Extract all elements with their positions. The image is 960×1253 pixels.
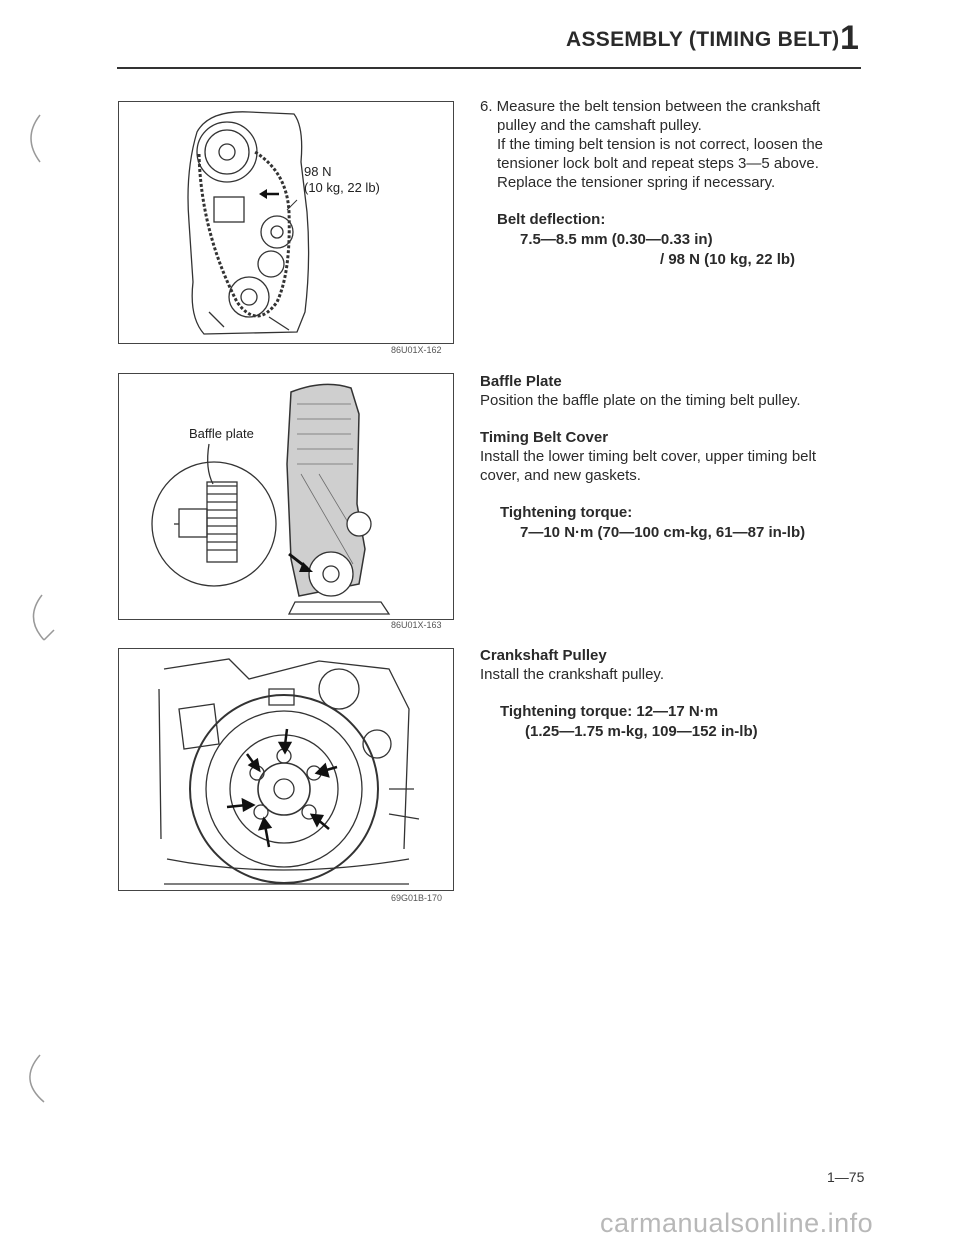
baffle-plate-illustration <box>119 374 453 619</box>
step-6-line: If the timing belt tension is not correct, loosen the <box>497 136 824 153</box>
step-6-line: pulley and the camshaft pulley. <box>497 117 702 134</box>
step-6-line: tensioner lock bolt and repeat steps 3—5 above. <box>497 155 819 172</box>
spec-label: Tightening torque: <box>500 504 633 521</box>
section-text: Install the lower timing belt cover, upper timing belt <box>480 448 816 465</box>
figure-timing-belt <box>118 101 454 344</box>
section-heading: Baffle Plate <box>480 373 562 390</box>
figure-code: 86U01X-162 <box>391 345 442 355</box>
chapter-number: 1 <box>840 19 859 57</box>
scan-mark <box>18 590 58 650</box>
step-6-text: 6. Measure the belt tension between the crankshaft <box>480 98 821 115</box>
spec-label: Belt deflection: <box>497 211 606 228</box>
section-heading: Crankshaft Pulley <box>480 647 607 664</box>
spec-value: 7—10 N·m (70—100 cm-kg, 61—87 in-lb) <box>520 524 806 541</box>
section-heading: Timing Belt Cover <box>480 429 609 446</box>
page-number: 1—75 <box>827 1169 865 1185</box>
page-title: ASSEMBLY (TIMING BELT) <box>566 28 840 51</box>
section-text: Position the baffle plate on the timing belt pulley. <box>480 392 801 409</box>
step-6-block <box>480 97 870 270</box>
scan-mark <box>14 1050 54 1110</box>
figure-baffle-plate <box>118 373 454 620</box>
crankshaft-pulley-illustration <box>119 649 453 890</box>
section-text: Install the crankshaft pulley. <box>480 666 664 683</box>
force-conversion-label: (10 kg, 22 lb) <box>304 180 380 195</box>
timing-belt-cover-section <box>480 428 870 543</box>
spec-label: Tightening torque: 12—17 N·m <box>500 703 719 720</box>
header-rule <box>117 67 861 69</box>
spec-value: (1.25—1.75 m-kg, 109—152 in-lb) <box>525 723 758 740</box>
step-6-line: Replace the tensioner spring if necessary. <box>497 174 776 191</box>
crankshaft-pulley-section <box>480 646 870 742</box>
spec-value: 7.5—8.5 mm (0.30—0.33 in) <box>520 231 713 248</box>
watermark-text: carmanualsonline.info <box>600 1208 874 1238</box>
figure-code: 86U01X-163 <box>391 620 442 630</box>
section-text: cover, and new gaskets. <box>480 467 641 484</box>
figure-crankshaft-pulley <box>118 648 454 891</box>
spec-value: / 98 N (10 kg, 22 lb) <box>660 251 796 268</box>
scan-mark <box>18 110 48 170</box>
figure-code: 69G01B-170 <box>391 893 443 903</box>
baffle-plate-section <box>480 372 870 410</box>
force-label: 98 N <box>304 164 332 179</box>
timing-belt-illustration <box>119 102 453 343</box>
baffle-plate-label: Baffle plate <box>189 426 254 441</box>
